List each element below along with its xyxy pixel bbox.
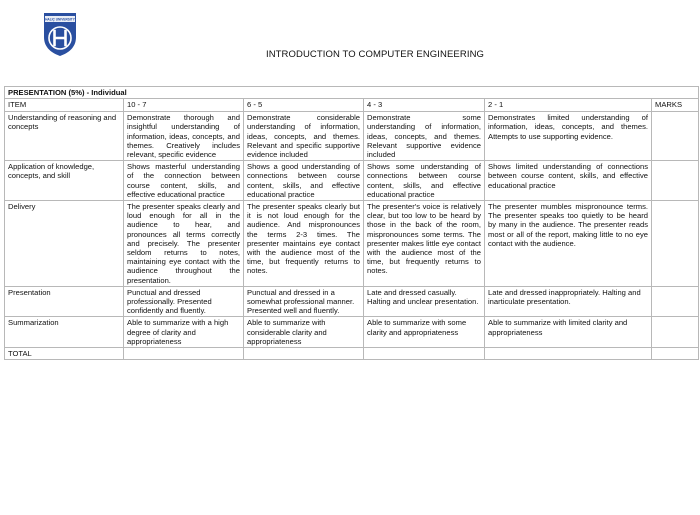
criteria-cell: Demonstrate some understanding of information, ideas, concepts, and themes. Relevant supportive evidence included (364, 112, 485, 161)
item-cell: Application of knowledge, concepts, and skill (5, 161, 124, 201)
header-cell-level: 10 - 7 (124, 99, 244, 112)
table-row (5, 112, 699, 161)
total-marks-cell[interactable] (652, 348, 699, 360)
criteria-cell: Able to summarize with considerable clarity and appropriateness (244, 317, 364, 348)
criteria-cell: Punctual and dressed in a somewhat professional manner. Presented well and fluently. (244, 286, 364, 317)
criteria-cell: The presenter mumbles mispronounce terms. The presenter speaks too quietly to be heard by many in the audience. The presenter reads most or all of the report, making little to no eye contact with the audience. (485, 201, 652, 287)
total-label: TOTAL (5, 348, 124, 360)
section-title: PRESENTATION (5%) - Individual (5, 87, 699, 99)
total-empty-cell (364, 348, 485, 360)
criteria-cell: The presenter's voice is relatively clear, but too low to be heard by those in the back of the room, mispronounces some terms. The presenter makes little eye contact with the audience most of the time, but frequently returns to notes. (364, 201, 485, 287)
rubric-table (4, 86, 699, 360)
marks-cell[interactable] (652, 317, 699, 348)
total-empty-cell (124, 348, 244, 360)
header-cell-level: 2 - 1 (485, 99, 652, 112)
criteria-cell: Shows limited understanding of connections between course content, skills, and effective educational practice (485, 161, 652, 201)
header-cell-item: ITEM (5, 99, 124, 112)
criteria-cell: Demonstrates limited understanding of information, ideas, concepts, and themes. Attempts to use supporting evidence. (485, 112, 652, 161)
criteria-cell: The presenter speaks clearly but it is not loud enough for the audience. And mispronounces the terms 2-3 times. The presenter maintains eye contact with the audience most of the time, but frequently returns to notes. (244, 201, 364, 287)
marks-cell[interactable] (652, 112, 699, 161)
item-cell: Summarization (5, 317, 124, 348)
logo-text: HALIÇ UNIVERSITY (45, 17, 75, 22)
criteria-cell: Shows masterful understanding of the connection between course content, skills, and effective educational practice (124, 161, 244, 201)
criteria-cell: Shows a good understanding of connections between course content, skills, and effective educational practice (244, 161, 364, 201)
marks-cell[interactable] (652, 286, 699, 317)
total-empty-cell (485, 348, 652, 360)
criteria-cell: The presenter speaks clearly and loud enough for all in the audience to hear, and pronounces all terms correctly and precisely. The presenter seldom returns to notes, maintaining eye contact with the audience throughout the presentation. (124, 201, 244, 287)
item-cell: Delivery (5, 201, 124, 287)
criteria-cell: Shows some understanding of connections between course content, skills, and effective educational practice (364, 161, 485, 201)
criteria-cell: Able to summarize with limited clarity and appropriateness (485, 317, 652, 348)
criteria-cell: Able to summarize with some clarity and appropriateness (364, 317, 485, 348)
criteria-cell: Late and dressed inappropriately. Halting and inarticulate presentation. (485, 286, 652, 317)
criteria-cell: Punctual and dressed professionally. Presented confidently and fluently. (124, 286, 244, 317)
criteria-cell: Late and dressed casually. Halting and unclear presentation. (364, 286, 485, 317)
total-row (5, 348, 699, 360)
header-cell-marks: MARKS (652, 99, 699, 112)
header-cell-level: 4 - 3 (364, 99, 485, 112)
table-row (5, 201, 699, 287)
criteria-cell: Able to summarize with a high degree of clarity and appropriateness (124, 317, 244, 348)
header-cell-level: 6 - 5 (244, 99, 364, 112)
header-row (5, 99, 699, 112)
criteria-cell: Demonstrate thorough and insightful understanding of information, ideas, concepts, and themes. Creatively includes relevant, specific evidence (124, 112, 244, 161)
total-empty-cell (244, 348, 364, 360)
table-row (5, 161, 699, 201)
document-title: INTRODUCTION TO COMPUTER ENGINEERING (265, 49, 485, 60)
criteria-cell: Demonstrate considerable understanding of information, ideas, concepts, and themes. Relevant and specific supportive evidence included (244, 112, 364, 161)
marks-cell[interactable] (652, 201, 699, 287)
table-row (5, 286, 699, 317)
item-cell: Presentation (5, 286, 124, 317)
table-row (5, 317, 699, 348)
item-cell: Understanding of reasoning and concepts (5, 112, 124, 161)
marks-cell[interactable] (652, 161, 699, 201)
